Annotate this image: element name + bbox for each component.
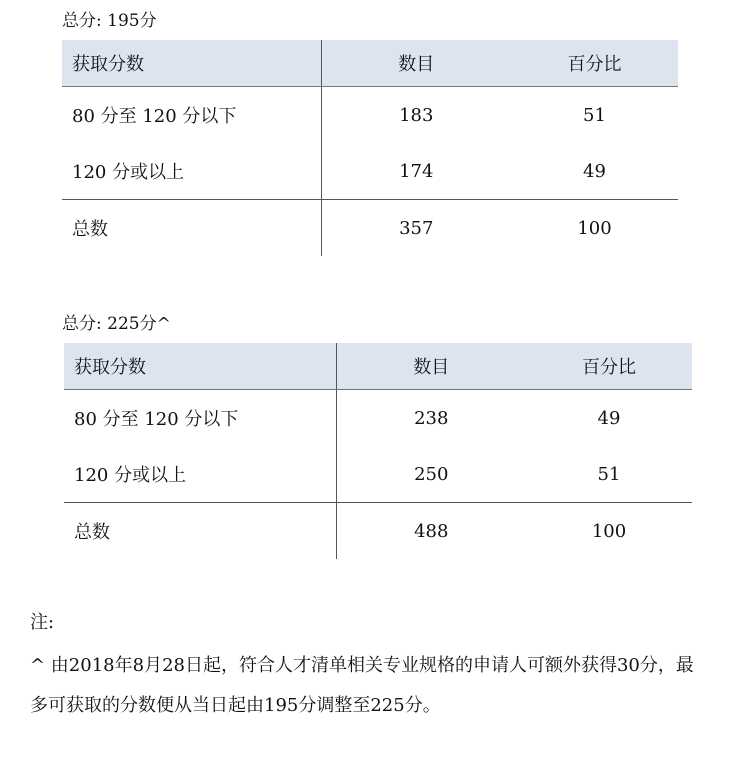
header-count: 数目 — [336, 343, 526, 390]
note-label: 注: — [30, 612, 55, 633]
cell-percentage: 49 — [597, 407, 621, 429]
table-header-row — [62, 40, 678, 87]
header-score-range: 获取分数 — [62, 40, 321, 87]
note-text: ^ 由2018年8月28日起，符合人才清单相关专业规格的申请人可额外获得30分，最多可获取的分数便从当日起由195分调整至225分。 — [30, 655, 694, 716]
cell-percentage: 51 — [597, 463, 621, 485]
cell-count: 238 — [414, 407, 449, 429]
cell-score-range: 80 分至 120 分以下 — [62, 87, 321, 144]
table-1-title: 总分: 195分 — [62, 11, 157, 31]
score-table-195 — [62, 40, 678, 256]
score-table-225 — [64, 343, 692, 559]
cell-count: 250 — [414, 463, 449, 485]
header-count: 数目 — [321, 40, 511, 87]
cell-count: 183 — [399, 104, 434, 126]
cell-total-percentage: 100 — [526, 503, 692, 560]
cell-percentage: 49 — [583, 160, 606, 182]
table-total-row — [62, 200, 678, 257]
cell-count: 174 — [399, 160, 434, 182]
table-header-row — [64, 343, 692, 390]
cell-total-percentage: 100 — [511, 200, 678, 257]
cell-score-range: 80 分至 120 分以下 — [64, 390, 336, 447]
table-total-row — [64, 503, 692, 560]
cell-percentage: 51 — [583, 104, 606, 126]
cell-score-range: 120 分或以上 — [62, 143, 321, 200]
cell-total-label: 总数 — [64, 503, 336, 560]
cell-total-count: 488 — [336, 503, 526, 560]
header-percentage: 百分比 — [511, 40, 678, 87]
cell-score-range: 120 分或以上 — [64, 446, 336, 503]
table-row — [62, 143, 678, 200]
header-percentage: 百分比 — [526, 343, 692, 390]
table-row — [62, 87, 678, 144]
cell-total-label: 总数 — [62, 200, 321, 257]
header-score-range: 获取分数 — [64, 343, 336, 390]
table-row — [64, 446, 692, 503]
table-2-title: 总分: 225分^ — [62, 314, 171, 334]
table-row — [64, 390, 692, 447]
cell-total-count: 357 — [321, 200, 511, 257]
